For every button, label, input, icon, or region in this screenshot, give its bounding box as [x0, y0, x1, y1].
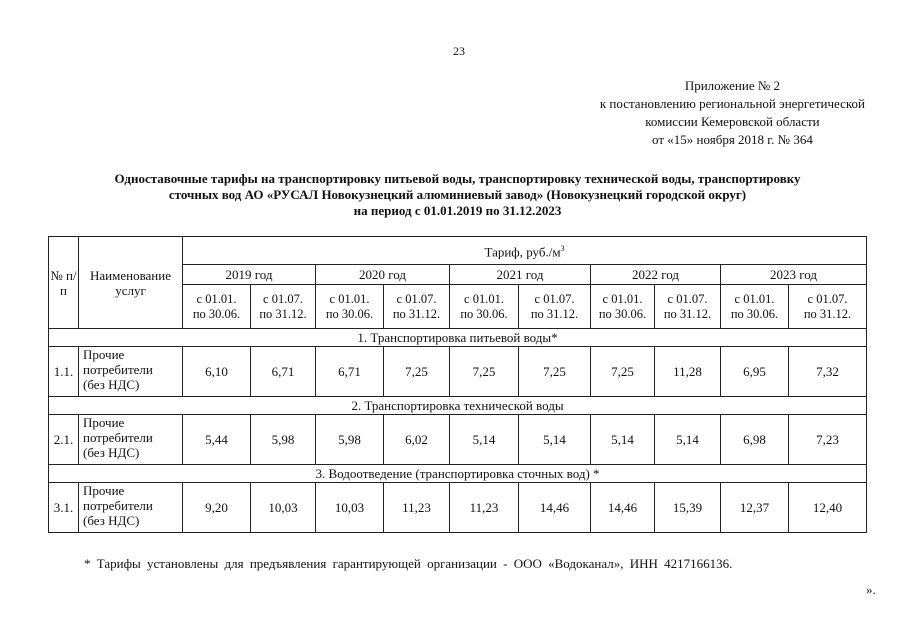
- tariff-value: 6,95: [721, 347, 789, 397]
- tariff-value: 5,14: [450, 415, 519, 465]
- tariff-value: 7,25: [450, 347, 519, 397]
- tariff-value: 6,10: [183, 347, 251, 397]
- header-tariff: [183, 237, 867, 265]
- row-number: 3.1.: [49, 483, 79, 533]
- title-line: Одноставочные тарифы на транспортировку питьевой воды, транспортировку технической воды, транспортировку: [114, 171, 801, 186]
- row-number: 1.1.: [49, 347, 79, 397]
- year-header: 2020 год: [316, 265, 450, 285]
- tariff-value: 11,23: [450, 483, 519, 533]
- page-number: 23: [453, 44, 465, 58]
- tariff-value: 10,03: [251, 483, 316, 533]
- header-name: Наименование услуг: [79, 237, 183, 329]
- tariff-value: 5,14: [519, 415, 591, 465]
- document-title: [60, 171, 855, 219]
- period-to: по 31.12.: [803, 306, 852, 321]
- tariff-value: 7,25: [519, 347, 591, 397]
- year-header: 2021 год: [450, 265, 591, 285]
- tariff-value: 7,25: [384, 347, 450, 397]
- tariff-value: 7,25: [591, 347, 655, 397]
- tariff-value: 11,23: [384, 483, 450, 533]
- period-from: с 01.01.: [464, 291, 504, 306]
- period-from: с 01.07.: [263, 291, 303, 306]
- tariff-value: 12,37: [721, 483, 789, 533]
- period-from: с 01.07.: [534, 291, 575, 306]
- title-line: на период с 01.01.2019 по 31.12.2023: [353, 203, 562, 218]
- period-to: по 31.12.: [392, 306, 441, 321]
- footnote: * Тарифы установлены для предъявления гарантирующей организации - ООО «Водоканал», ИНН 4217166136.: [84, 556, 733, 571]
- period-from: с 01.01.: [196, 291, 237, 306]
- tariff-value: 11,28: [655, 347, 721, 397]
- period-from: с 01.01.: [602, 291, 643, 306]
- period-header: [655, 285, 721, 329]
- appendix-header: [600, 77, 865, 149]
- period-header: [450, 285, 519, 329]
- tariff-value: 7,23: [789, 415, 867, 465]
- year-header: 2019 год: [183, 265, 316, 285]
- section-title: 2. Транспортировка технической воды: [49, 397, 867, 415]
- period-header: [316, 285, 384, 329]
- row-name-line: Прочие: [83, 347, 125, 362]
- appendix-line: Приложение № 2: [684, 78, 781, 93]
- tariff-value: 7,32: [789, 347, 867, 397]
- period-header: [183, 285, 251, 329]
- tariff-value: 12,40: [789, 483, 867, 533]
- row-number: 2.1.: [49, 415, 79, 465]
- row-name-line: потребители: [83, 430, 153, 445]
- row-name: [79, 415, 183, 465]
- tariff-value: 5,14: [591, 415, 655, 465]
- tariff-value: 5,44: [183, 415, 251, 465]
- tariff-value: 5,98: [251, 415, 316, 465]
- appendix-line: к постановлению региональной энергетической: [599, 96, 865, 111]
- tariff-value: 14,46: [591, 483, 655, 533]
- row-name: [79, 347, 183, 397]
- tariff-value: 6,02: [384, 415, 450, 465]
- period-header: [384, 285, 450, 329]
- year-header: 2022 год: [591, 265, 721, 285]
- table-row: [49, 415, 867, 465]
- period-to: по 31.12.: [259, 306, 307, 321]
- tariff-value: 9,20: [183, 483, 251, 533]
- tariff-value: 10,03: [316, 483, 384, 533]
- period-to: по 30.06.: [192, 306, 241, 321]
- title-line: сточных вод АО «РУСАЛ Новокузнецкий алюминиевый завод» (Новокузнецкий городской округ): [168, 187, 747, 202]
- period-header: [591, 285, 655, 329]
- section-title: 1. Транспортировка питьевой воды*: [49, 329, 867, 347]
- row-name-line: Прочие: [83, 415, 125, 430]
- appendix-line: от «15» ноября 2018 г. № 364: [652, 132, 813, 147]
- period-header: [721, 285, 789, 329]
- period-to: по 30.06.: [460, 306, 508, 321]
- period-to: по 30.06.: [325, 306, 374, 321]
- period-from: с 01.01.: [329, 291, 370, 306]
- header-num: № п/п: [49, 237, 79, 329]
- tariff-header-label: Тариф, руб./м: [484, 244, 561, 260]
- row-name-line: (без НДС): [83, 513, 140, 528]
- period-header: [789, 285, 867, 329]
- period-from: с 01.07.: [396, 291, 437, 306]
- tariff-table: [48, 236, 867, 533]
- row-name-line: потребители: [83, 362, 153, 377]
- period-from: с 01.01.: [734, 291, 775, 306]
- period-to: по 30.06.: [598, 306, 647, 321]
- tariff-value: 15,39: [655, 483, 721, 533]
- table-row: [49, 347, 867, 397]
- tariff-value: 14,46: [519, 483, 591, 533]
- tariff-value: 6,71: [251, 347, 316, 397]
- row-name-line: потребители: [83, 498, 153, 513]
- period-to: по 30.06.: [730, 306, 779, 321]
- row-name-line: (без НДС): [83, 445, 140, 460]
- year-header: 2023 год: [721, 265, 867, 285]
- closing-quote: ».: [866, 582, 876, 597]
- section-title: 3. Водоотведение (транспортировка сточных вод) *: [49, 465, 867, 483]
- tariff-value: 5,98: [316, 415, 384, 465]
- tariff-value: 6,98: [721, 415, 789, 465]
- period-to: по 31.12.: [530, 306, 579, 321]
- tariff-value: 6,71: [316, 347, 384, 397]
- row-name-line: (без НДС): [83, 377, 140, 392]
- row-name: [79, 483, 183, 533]
- appendix-line: комиссии Кемеровской области: [645, 114, 820, 129]
- tariff-value: 5,14: [655, 415, 721, 465]
- row-name-line: Прочие: [83, 483, 125, 498]
- period-from: с 01.07.: [807, 291, 848, 306]
- table-row: [49, 483, 867, 533]
- period-from: с 01.07.: [667, 291, 708, 306]
- period-header: [519, 285, 591, 329]
- period-header: [251, 285, 316, 329]
- tariff-unit-sup: 3: [560, 244, 565, 254]
- period-to: по 31.12.: [663, 306, 712, 321]
